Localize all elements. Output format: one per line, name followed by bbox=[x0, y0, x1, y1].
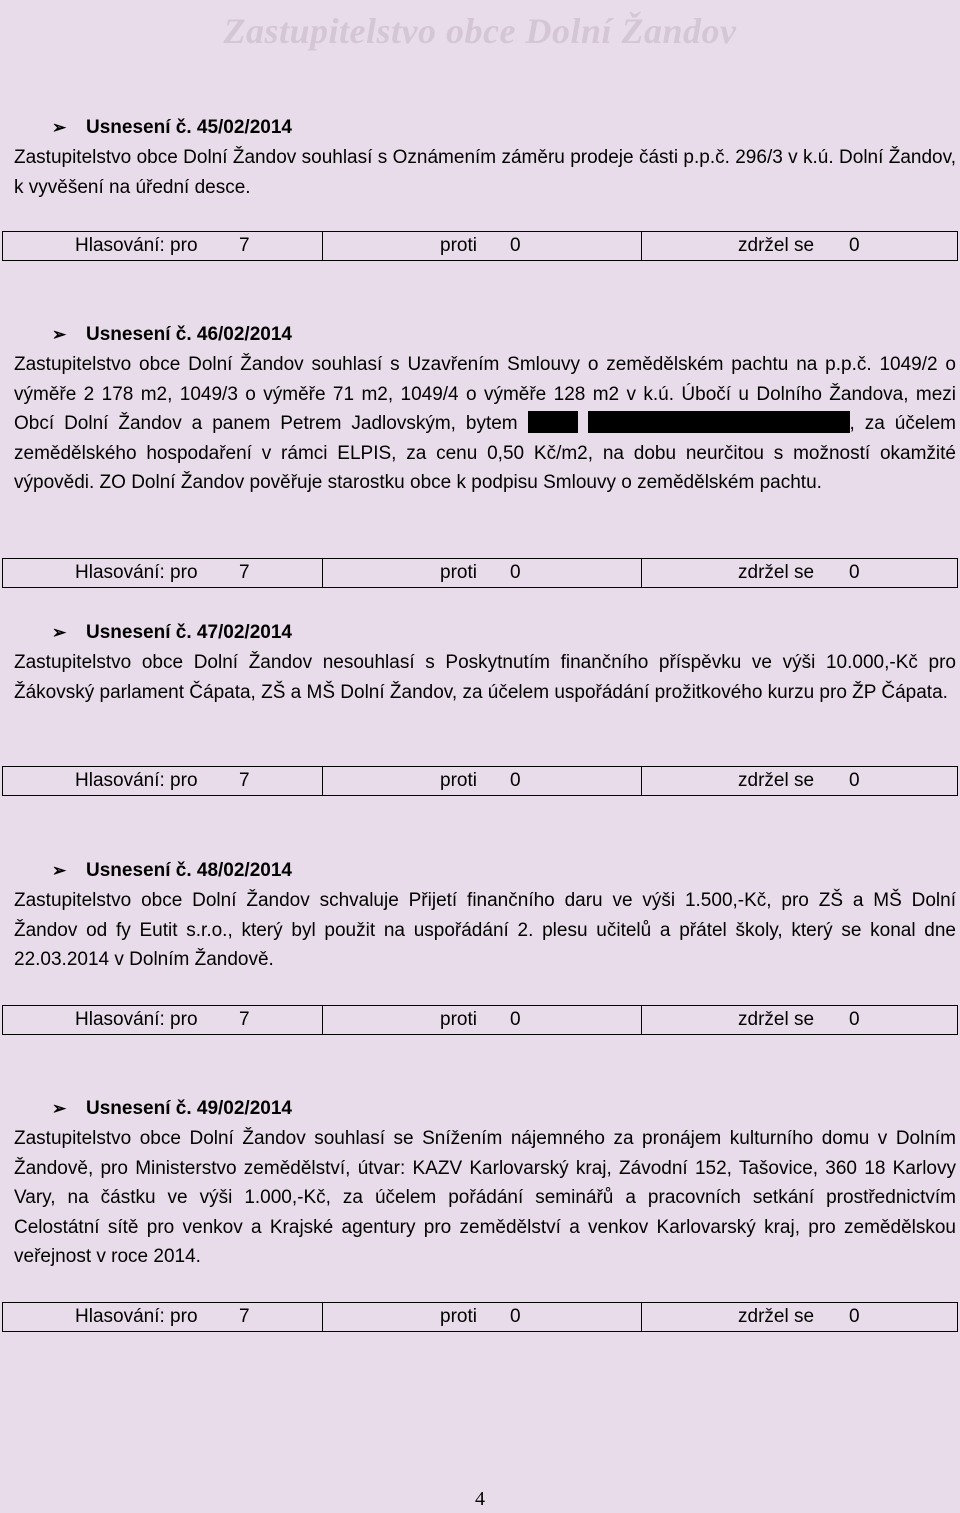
vote-zdrzel-label: zdržel se bbox=[738, 1009, 815, 1030]
vote-proti-value: 0 bbox=[510, 235, 521, 256]
resolution-49 bbox=[14, 1094, 956, 1272]
vote-proti-value: 0 bbox=[510, 770, 521, 791]
resolution-title: Usnesení č. 47/02/2014 bbox=[86, 622, 292, 643]
vote-pro-cell bbox=[3, 1006, 322, 1034]
resolution-title: Usnesení č. 49/02/2014 bbox=[86, 1098, 292, 1119]
resolution-title: Usnesení č. 48/02/2014 bbox=[86, 860, 292, 881]
vote-zdrzel-cell bbox=[641, 1303, 957, 1331]
resolution-title: Usnesení č. 46/02/2014 bbox=[86, 324, 292, 345]
vote-pro-value: 7 bbox=[239, 562, 250, 583]
vote-pro-value: 7 bbox=[239, 1009, 250, 1030]
arrow-bullet-icon: ➢ bbox=[52, 1099, 67, 1118]
resolution-heading bbox=[14, 1094, 956, 1124]
vote-table bbox=[2, 558, 958, 588]
vote-pro-cell bbox=[3, 559, 322, 587]
vote-pro-label: Hlasování: pro bbox=[75, 1306, 198, 1327]
vote-proti-cell bbox=[322, 1303, 641, 1331]
vote-pro-value: 7 bbox=[239, 1306, 250, 1327]
arrow-bullet-icon: ➢ bbox=[52, 623, 67, 642]
vote-proti-cell bbox=[322, 232, 641, 260]
vote-pro-cell bbox=[3, 1303, 322, 1331]
vote-zdrzel-label: zdržel se bbox=[738, 1306, 815, 1327]
resolution-heading bbox=[14, 113, 956, 143]
vote-zdrzel-label: zdržel se bbox=[738, 770, 815, 791]
resolution-title: Usnesení č. 45/02/2014 bbox=[86, 117, 292, 138]
vote-proti-value: 0 bbox=[510, 1306, 521, 1327]
resolution-45 bbox=[14, 113, 956, 202]
resolution-text: Zastupitelstvo obce Dolní Žandov souhlasí se Snížením nájemného za pronájem kulturního domu v Dolním Žandově, pro Ministerstvo zemědělství, útvar: KAZV Karlovarský kraj, Závodní 152, Tašovice, 360 18 Karlovy Vary, na částku ve výši 1.000,-Kč, za účelem pořádání seminářů a pracovních setkání prostřednictvím Celostátní sítě pro venkov a Krajské agentury pro zemědělství a venkov Karlovarský kraj, pro zemědělskou veřejnost v roce 2014. bbox=[14, 1128, 956, 1268]
resolution-46 bbox=[14, 320, 956, 498]
vote-proti-label: proti bbox=[440, 235, 477, 256]
arrow-bullet-icon: ➢ bbox=[52, 118, 67, 137]
resolution-47 bbox=[14, 618, 956, 707]
vote-proti-label: proti bbox=[440, 562, 477, 583]
resolution-text-part2: , za účelem zemědělského hospodaření v rámci ELPIS, za cenu 0,50 Kč/m2, na dobu neurčitou s možností okamžité výpovědi. ZO Dolní Žandov pověřuje starostku obce k podpisu Smlouvy o zemědělském pachtu. bbox=[14, 413, 957, 494]
vote-zdrzel-cell bbox=[641, 1006, 957, 1034]
vote-zdrzel-cell bbox=[641, 559, 957, 587]
vote-table bbox=[2, 766, 958, 796]
vote-proti-cell bbox=[322, 1006, 641, 1034]
resolution-heading bbox=[14, 618, 956, 648]
vote-proti-label: proti bbox=[440, 1306, 477, 1327]
arrow-bullet-icon: ➢ bbox=[52, 325, 67, 344]
vote-proti-label: proti bbox=[440, 770, 477, 791]
vote-proti-value: 0 bbox=[510, 1009, 521, 1030]
redaction-block bbox=[588, 411, 850, 433]
resolution-48 bbox=[14, 856, 956, 975]
vote-proti-label: proti bbox=[440, 1009, 477, 1030]
vote-pro-label: Hlasování: pro bbox=[75, 235, 198, 256]
resolution-text: Zastupitelstvo obce Dolní Žandov schvaluje Přijetí finančního daru ve výši 1.500,-Kč, pro ZŠ a MŠ Dolní Žandov od fy Eutit s.r.o., který byl použit na uspořádání 2. plesu učitelů a přátel školy, který se konal dne 22.03.2014 v Dolním Žandově. bbox=[14, 890, 956, 971]
vote-pro-cell bbox=[3, 767, 322, 795]
resolution-text: Zastupitelstvo obce Dolní Žandov souhlasí s Oznámením záměru prodeje části p.p.č. 296/3 v k.ú. Dolní Žandov, k vyvěšení na úřední desce. bbox=[14, 147, 956, 198]
vote-pro-label: Hlasování: pro bbox=[75, 562, 198, 583]
resolution-text bbox=[14, 350, 956, 498]
vote-zdrzel-value: 0 bbox=[849, 1009, 860, 1030]
vote-pro-value: 7 bbox=[239, 235, 250, 256]
redaction-block bbox=[528, 411, 578, 433]
page-number: 4 bbox=[475, 1488, 485, 1510]
vote-proti-cell bbox=[322, 767, 641, 795]
resolution-heading bbox=[14, 856, 956, 886]
vote-table bbox=[2, 231, 958, 261]
vote-proti-cell bbox=[322, 559, 641, 587]
vote-zdrzel-value: 0 bbox=[849, 1306, 860, 1327]
vote-pro-cell bbox=[3, 232, 322, 260]
vote-table bbox=[2, 1302, 958, 1332]
vote-proti-value: 0 bbox=[510, 562, 521, 583]
resolution-text: Zastupitelstvo obce Dolní Žandov nesouhlasí s Poskytnutím finančního příspěvku ve výši 10.000,-Kč pro Žákovský parlament Čápata, ZŠ a MŠ Dolní Žandov, za účelem uspořádání prožitkového kurzu pro ŽP Čápata. bbox=[14, 652, 956, 703]
vote-zdrzel-value: 0 bbox=[849, 235, 860, 256]
vote-pro-label: Hlasování: pro bbox=[75, 770, 198, 791]
vote-pro-value: 7 bbox=[239, 770, 250, 791]
header-watermark: Zastupitelstvo obce Dolní Žandov bbox=[223, 11, 737, 51]
vote-zdrzel-cell bbox=[641, 232, 957, 260]
vote-zdrzel-cell bbox=[641, 767, 957, 795]
vote-zdrzel-value: 0 bbox=[849, 770, 860, 791]
vote-zdrzel-label: zdržel se bbox=[738, 235, 815, 256]
arrow-bullet-icon: ➢ bbox=[52, 861, 67, 880]
resolution-text-part1: Zastupitelstvo obce Dolní Žandov souhlasí s Uzavřením Smlouvy o zemědělském pachtu na p.p.č. 1049/2 o výměře 2 178 m2, 1049/3 o výměře 71 m2, 1049/4 o výměře 128 m2 v k.ú. Úbočí u Dolního Žandova, mezi Obcí Dolní Žandov a panem Petrem Jadlovským, bytem bbox=[14, 354, 956, 435]
resolution-heading bbox=[14, 320, 956, 350]
vote-pro-label: Hlasování: pro bbox=[75, 1009, 198, 1030]
vote-zdrzel-label: zdržel se bbox=[738, 562, 815, 583]
vote-table bbox=[2, 1005, 958, 1035]
vote-zdrzel-value: 0 bbox=[849, 562, 860, 583]
